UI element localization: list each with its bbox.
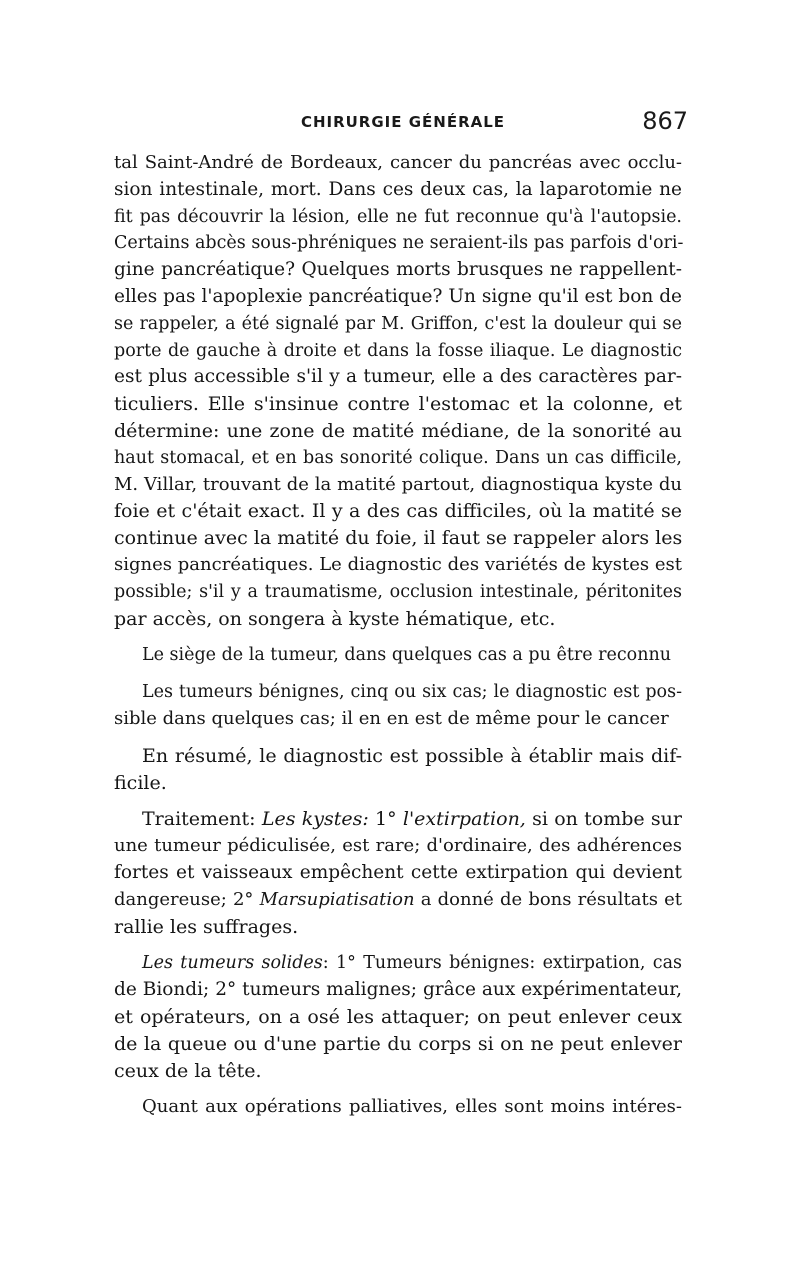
text-line: Quant aux opérations palliatives, elles sont moins intéres- (142, 1096, 682, 1118)
kystes-heading: Les kystes: (261, 808, 376, 831)
text-line: M. Villar, trouvant de la matité partout, diagnostiqua kyste du (114, 473, 682, 495)
paragraph-resume (114, 743, 682, 797)
paragraph-siege (114, 642, 682, 669)
text-fragment: : 1° Tumeurs bénignes: extirpation, cas (322, 953, 682, 974)
text-line: foie et c'était exact. Il y a des cas difficiles, où la matité se (114, 500, 682, 523)
text-line: ticuliers. Elle s'insinue contre l'estomac et la colonne, et (114, 393, 682, 416)
text-line: porte de gauche à droite et dans la fosse iliaque. Le diagnostic (114, 340, 682, 361)
body-text (114, 150, 682, 1121)
text-fragment: si on tombe sur (525, 808, 682, 831)
page-number: 867 (642, 107, 688, 135)
text-fragment: a donné de bons résultats et (414, 888, 682, 910)
text-line: fortes et vaisseaux empêchent cette extirpation qui devient (114, 861, 682, 883)
text-line: elles pas l'apoplexie pancréatique? Un signe qu'il est bon de (114, 285, 682, 307)
text-line: tal Saint-André de Bordeaux, cancer du pancréas avec occlu- (114, 152, 682, 173)
text-line: haut stomacal, et en bas sonorité colique. Dans un cas difficile, (114, 447, 682, 468)
text-fragment: dangereuse; 2° (114, 888, 260, 910)
text-line: sion intestinale, mort. Dans ces deux cas, la laparotomie ne (114, 178, 682, 200)
text-line: fit pas découvrir la lésion, elle ne fut reconnue qu'à l'autopsie. (114, 206, 682, 227)
text-line (114, 806, 682, 833)
paragraph-operations-palliatives (114, 1094, 682, 1121)
running-title: CHIRURGIE GÉNÉRALE (300, 113, 506, 131)
traitement-label: Traitement: (142, 808, 262, 831)
text-line: En résumé, le diagnostic est possible à établir mais dif- (142, 744, 682, 767)
text-line: gine pancréatique? Quelques morts brusques ne rappellent- (114, 259, 682, 281)
marsupiatisation-term: Marsupiatisation (259, 888, 415, 910)
text-line: continue avec la matité du foie, il faut se rappeler alors les (114, 527, 683, 550)
text-line: ceux de la tête. (114, 1059, 262, 1082)
text-line: sible dans quelques cas; il en en est de même pour le cancer (114, 707, 669, 729)
text-line: se rappeler, a été signalé par M. Griffon, c'est la douleur qui se (114, 313, 682, 334)
page-header (118, 107, 688, 143)
text-line: rallie les suffrages. (114, 915, 299, 938)
paragraph-tumeurs-solides (114, 950, 682, 1084)
text-line: Les tumeurs bénignes, cinq ou six cas; le diagnostic est pos- (142, 682, 682, 703)
paragraph-tumeurs-benignes (114, 679, 682, 733)
text-line: possible; s'il y a traumatisme, occlusion intestinale, péritonites (114, 581, 682, 602)
text-line: Certains abcès sous-phréniques ne seraient-ils pas parfois d'ori- (114, 233, 684, 254)
text-line: détermine: une zone de matité médiane, de la sonorité au (114, 419, 682, 442)
text-line (114, 887, 682, 914)
paragraph-traitement (114, 806, 682, 940)
paragraph-diagnostic (114, 150, 682, 632)
text-line: de la queue ou d'une partie du corps si on ne peut enlever (114, 1032, 682, 1055)
text-line: de Biondi; 2° tumeurs malignes; grâce aux expérimentateur, (114, 979, 682, 1001)
extirpation-term: l'extirpation, (402, 808, 526, 831)
text-line (114, 950, 682, 977)
tumeurs-solides-heading: Les tumeurs solides (142, 953, 323, 974)
text-line: Le siège de la tumeur, dans quelques cas a pu être reconnu (142, 645, 672, 666)
text-line: signes pancréatiques. Le diagnostic des variétés de kystes est (114, 553, 682, 575)
text-line: par accès, on songera à kyste hématique, etc. (114, 607, 556, 630)
text-line: est plus accessible s'il y a tumeur, elle a des caractères par- (114, 366, 682, 388)
text-line: ficile. (114, 771, 167, 794)
numeral-1: 1° (375, 808, 403, 831)
text-line: une tumeur pédiculisée, est rare; d'ordinaire, des adhérences (114, 835, 682, 857)
text-line: et opérateurs, on a osé les attaquer; on peut enlever ceux (114, 1005, 682, 1028)
